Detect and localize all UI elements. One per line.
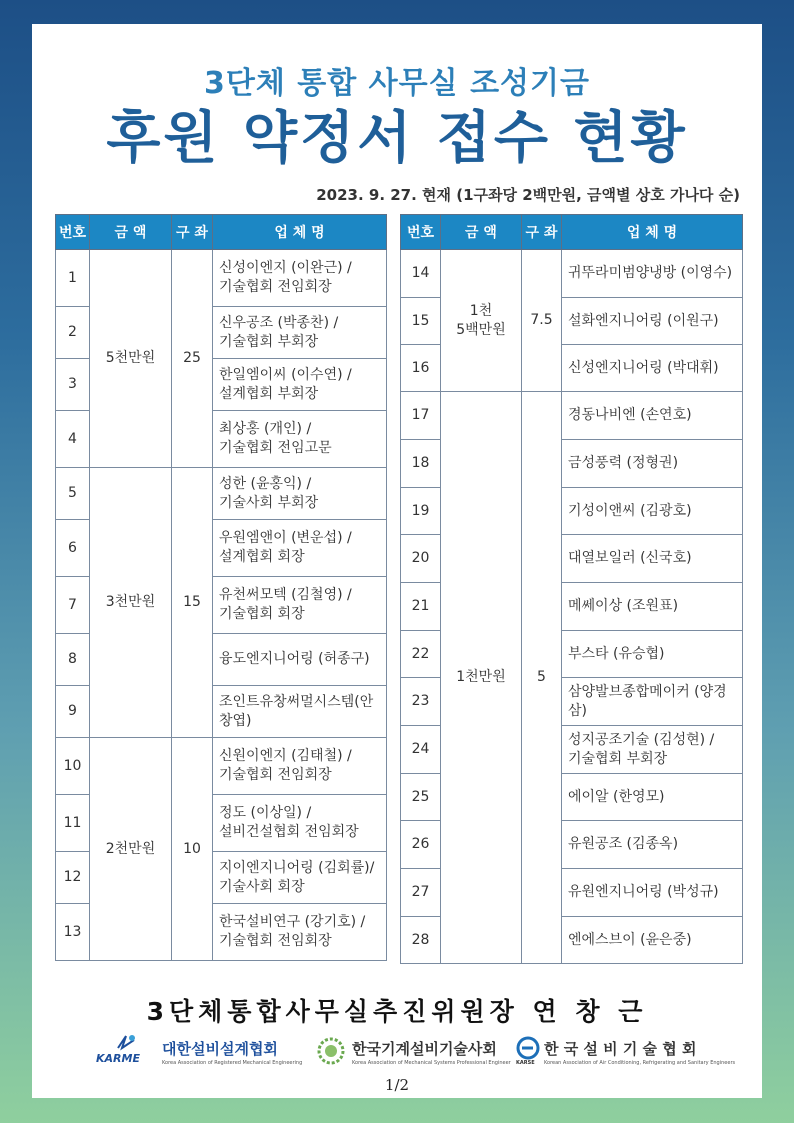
row-number: 17: [401, 392, 441, 440]
logo-mark: KARSE: [516, 1060, 535, 1066]
company-cell: 유천써모텍 (김철영) / 기술협회 회장: [213, 577, 387, 634]
subtitle: 3단체 통합 사무실 조성기금: [204, 66, 590, 101]
row-number: 24: [401, 726, 441, 774]
row-number: 16: [401, 345, 441, 392]
company-cell: 설화엔지니어링 (이원구): [562, 298, 743, 345]
amount-cell: 5천만원: [90, 250, 172, 468]
row-number: 4: [56, 411, 90, 468]
units-cell: 10: [172, 738, 213, 961]
company-cell: 한국설비연구 (강기호) / 기술협회 전임회장: [213, 904, 387, 961]
company-cell: 엔에스브이 (윤은중): [562, 917, 743, 964]
logo-mark: KARME: [96, 1052, 140, 1065]
row-number: 28: [401, 917, 441, 964]
row-number: 27: [401, 869, 441, 917]
company-cell: 경동나비엔 (손연호): [562, 392, 743, 440]
logo-name: 한국기계설비기술사회: [352, 1040, 497, 1058]
col-amount: 금 액: [90, 215, 172, 250]
row-number: 7: [56, 577, 90, 634]
logo-name: 대한설비설계협회: [162, 1040, 278, 1058]
logo-eng: Korea Association of Registered Mechanical Engineering: [162, 1060, 303, 1066]
logo-name: 한 국 설 비 기 술 협 회: [544, 1040, 697, 1058]
amount-cell: 2천만원: [90, 738, 172, 961]
col-company: 업 체 명: [562, 215, 743, 250]
row-number: 25: [401, 774, 441, 821]
company-cell: 유원엔지니어링 (박성규): [562, 869, 743, 917]
units-cell: 7.5: [522, 250, 562, 392]
col-no: 번호: [401, 215, 441, 250]
company-cell: 신우공조 (박종찬) / 기술협회 부회장: [213, 307, 387, 359]
page-number: 1/2: [384, 1076, 410, 1094]
row-number: 14: [401, 250, 441, 298]
table-row: [56, 468, 387, 520]
row-number: 22: [401, 631, 441, 678]
logo-kamspe: [316, 1034, 516, 1070]
logo-eng: Korea Association of Mechanical Systems Professional Engineer: [352, 1060, 511, 1066]
company-cell: 우원엠앤이 (변운섭) / 설계협회 회장: [213, 520, 387, 577]
row-number: 26: [401, 821, 441, 869]
row-number: 3: [56, 359, 90, 411]
col-no: 번호: [56, 215, 90, 250]
organization-logos: [32, 1034, 762, 1070]
sponsor-table-left: [55, 214, 387, 961]
row-number: 20: [401, 535, 441, 583]
company-cell: 귀뚜라미범양냉방 (이영수): [562, 250, 743, 298]
row-number: 21: [401, 583, 441, 631]
company-cell: 금성풍력 (정형권): [562, 440, 743, 488]
units-cell: 15: [172, 468, 213, 738]
company-cell: 한일엠이씨 (이수연) / 설계협회 부회장: [213, 359, 387, 411]
company-cell: 최상홍 (개인) / 기술협회 전임고문: [213, 411, 387, 468]
units-cell: 5: [522, 392, 562, 964]
company-cell: 대열보일러 (신국호): [562, 535, 743, 583]
page-title: 후원 약정서 접수 현황: [106, 106, 688, 171]
row-number: 19: [401, 488, 441, 535]
document-sheet: [32, 24, 762, 1098]
table-row: [401, 392, 743, 440]
company-cell: 신성엔지니어링 (박대휘): [562, 345, 743, 392]
row-number: 9: [56, 686, 90, 738]
units-cell: 25: [172, 250, 213, 468]
company-cell: 메쎄이상 (조원표): [562, 583, 743, 631]
table-header: [401, 215, 743, 250]
company-cell: 성지공조기술 (김성현) / 기술협회 부회장: [562, 726, 743, 774]
company-cell: 신원이엔지 (김태철) / 기술협회 전임회장: [213, 738, 387, 795]
amount-cell: 1천 5백만원: [441, 250, 522, 392]
chairman-signature: 3단체통합사무실추진위원장 연 창 근: [146, 997, 648, 1026]
company-cell: 에이알 (한영모): [562, 774, 743, 821]
company-cell: 정도 (이상일) / 설비건설협회 전임회장: [213, 795, 387, 852]
col-units: 구 좌: [522, 215, 562, 250]
table-row: [56, 250, 387, 307]
company-cell: 조인트유창써멀시스템(안창엽): [213, 686, 387, 738]
row-number: 8: [56, 634, 90, 686]
company-cell: 지이엔지니어링 (김회률)/ 기술사회 회장: [213, 852, 387, 904]
row-number: 18: [401, 440, 441, 488]
row-number: 12: [56, 852, 90, 904]
company-cell: 성한 (윤홍익) / 기술사회 부회장: [213, 468, 387, 520]
company-cell: 기성이앤씨 (김광호): [562, 488, 743, 535]
logo-karse: [516, 1034, 756, 1070]
row-number: 15: [401, 298, 441, 345]
col-units: 구 좌: [172, 215, 213, 250]
row-number: 10: [56, 738, 90, 795]
row-number: 23: [401, 678, 441, 726]
karse-mark-icon: [516, 1036, 540, 1060]
row-number: 13: [56, 904, 90, 961]
row-number: 2: [56, 307, 90, 359]
company-cell: 삼양발브종합메이커 (양경삼): [562, 678, 743, 726]
amount-cell: 1천만원: [441, 392, 522, 964]
laurel-emblem-icon: [316, 1036, 346, 1066]
date-note: 2023. 9. 27. 현재 (1구좌당 2백만원, 금액별 상호 가나다 순): [316, 186, 740, 204]
col-company: 업 체 명: [213, 215, 387, 250]
row-number: 6: [56, 520, 90, 577]
row-number: 1: [56, 250, 90, 307]
table-row: [56, 738, 387, 795]
company-cell: 부스타 (유승협): [562, 631, 743, 678]
company-cell: 융도엔지니어링 (허종구): [213, 634, 387, 686]
sponsor-table-right: [400, 214, 743, 964]
row-number: 5: [56, 468, 90, 520]
table-row: [401, 250, 743, 298]
amount-cell: 3천만원: [90, 468, 172, 738]
company-cell: 신성이엔지 (이완근) / 기술협회 전임회장: [213, 250, 387, 307]
row-number: 11: [56, 795, 90, 852]
table-header: [56, 215, 387, 250]
col-amount: 금 액: [441, 215, 522, 250]
logo-karme: [96, 1034, 303, 1070]
logo-eng: Korean Association of Air Conditioning, Refrigerating and Sanitary Engineers: [544, 1060, 736, 1066]
company-cell: 유원공조 (김종옥): [562, 821, 743, 869]
